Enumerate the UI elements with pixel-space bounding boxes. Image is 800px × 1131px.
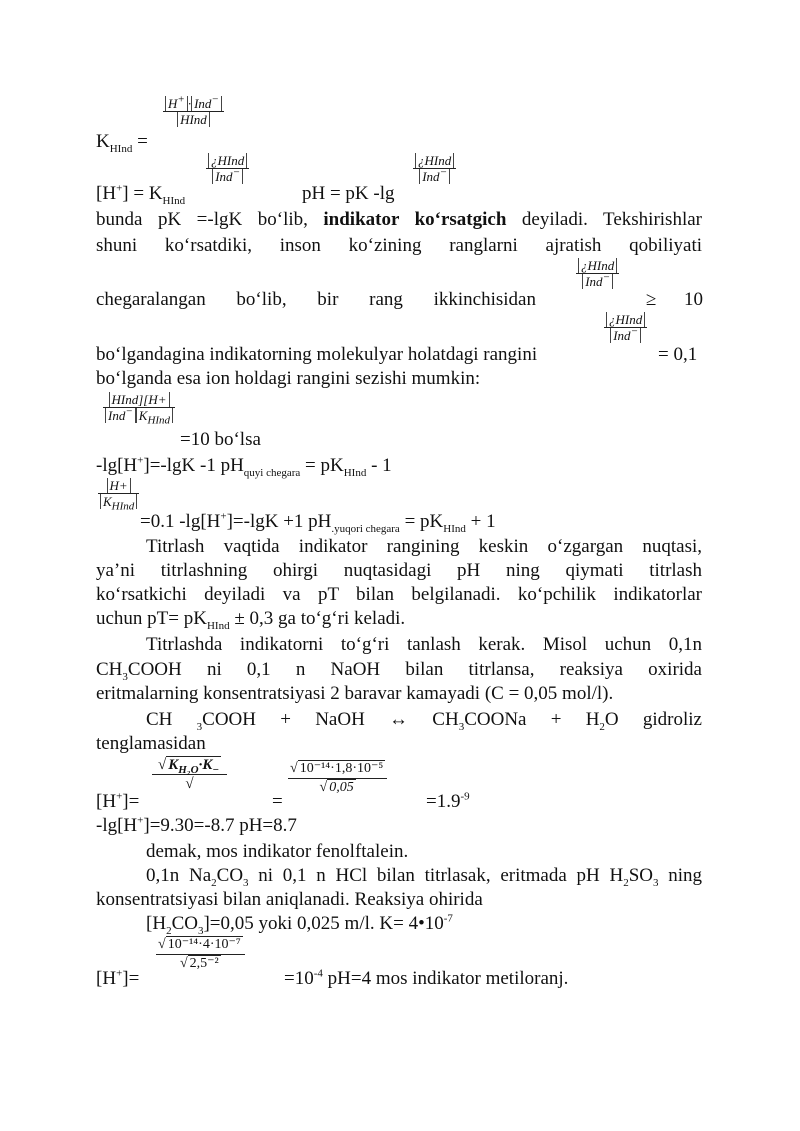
h-fraction: ¿HInd Ind− [206,153,249,184]
paragraph-line: uchun $pT= pK_{HInd} \pm 0,3$ ga to‘g‘ri keladi. [96,608,406,632]
metiloranj-fraction: $\frac{\text{√ 10⁻¹⁴·4·10⁻⁷}}{\text{√ 2,5⁻²}}$ [156,936,245,973]
ph-result-line: -lg[H+]=9.30=-8.7 pH=8.7 [96,814,297,836]
conclusion-line: demak, mos indikator fenolftalein. [146,841,409,862]
equals-sign: = [272,791,283,812]
paragraph-line: $CH_3COOH$ ni 0,1 n NaOH bilan titrlansa, reaksiya oxirida [96,659,702,683]
calc-result-2: $=10^{-4}$ pH=4 mos indikator metiloranj. [284,967,569,989]
paragraph-line: $[H_2CO_3]=0,05$ yoki 0,025 m/l. $K= 4•10^{-7}$ [146,912,453,937]
ph-fraction: ¿HInd Ind− [413,153,456,184]
paragraph-line: bunda pK =-lgK bo‘lib, indikator ko‘rsatgich deyiladi. Tekshirishlar [96,209,702,230]
h-equation: $[H^+] = K_{HInd}$ [96,182,186,207]
paragraph-line-tail: = 0,1 [658,344,698,365]
khind-fraction [163,93,224,127]
paragraph-line: shuni ko‘rsatdiki, inson ko‘zining ranglarni ajratish qobiliyati [96,235,702,256]
reaction-equation: CH $_3$COOH + NaOH ↔ $CH_3COONa + H_2O$ gidroliz [146,709,702,733]
ratio-fraction-2: ¿HInd Ind− [604,312,647,343]
paragraph-line: tenglamasidan [96,733,206,754]
hydrolysis-fraction: √ $K_{H_2O}\cdot K_-$ √ [152,756,227,793]
upper-fraction: H+ $K_{HInd}$ [98,478,139,509]
paragraph-line: chegaralangan bo‘lib, bir rang ikkinchisidan [96,289,536,310]
condition-tail: =10 bo‘lsa [180,429,261,450]
paragraph-line: Titrlashda indikatorni to‘g‘ri tanlash kerak. Misol uchun 0,1n [146,634,702,655]
paragraph-line: bo‘lgandagina indikatorning molekulyar holatdagi rangini [96,344,538,365]
paragraph-line: Titrlash vaqtida indikator rangining keskin o‘zgargan nuqtasi, [146,536,702,557]
paragraph-line: eritmalarning konsentratsiyasi 2 baravar kamayadi (C = 0,05 mol/l). [96,683,614,704]
calc-result: $=1.9^{-9}$ [426,790,470,812]
lower-limit-line: -lg[H+]=-lgK -1 $pH_{quyi chegara} = pK_{HInd} - 1$ [96,454,392,479]
condition-fraction: HInd][H+ Ind− $K_{HInd}$ [103,392,175,423]
ph-equation: pH = pK -lg [302,183,395,204]
ge-value: 10 [684,289,703,310]
ge-symbol: ≥ [646,289,657,310]
khind-equation: $K_{HInd}$ = [96,131,148,155]
fraction-denominator: HInd [163,112,224,127]
paragraph-line: 0,1n $Na_2CO_3$ ni 0,1 n HCl bilan titrlasak, eritmada pH $H_2SO_3$ ning [146,865,702,889]
ratio-fraction: ¿HInd Ind− [576,258,619,289]
bold-term: indikator ko‘rsatgich [323,209,507,230]
paragraph-line: ya’ni titrlashning ohirgi nuqtasidagi pH ning qiymati titrlash [96,560,702,581]
h-calculation: [H+]= [96,790,140,812]
fraction-numerator: H+ · Ind− [163,96,224,112]
paragraph-line: konsentratsiyasi bilan aniqlanadi. Reaksiya ohirida [96,889,483,910]
paragraph-line: ko‘rsatkichi deyiladi va pT bilan belgilanadi. ko‘pchilik indikatorlar [96,584,702,605]
paragraph-line: bo‘lganda esa ion holdagi rangini sezishi mumkin: [96,368,481,389]
numeric-fraction: $\frac{\text{√ 10⁻¹⁴·1,8·10⁻⁵}}{√ 0,05}$ [288,760,387,797]
upper-limit-line: =0.1 -lg[H+]=-lgK +1 $pH_{.yuqori chegara} = pK_{HInd} + 1$ [140,510,496,535]
h-calculation-2: [H+]= [96,967,140,989]
